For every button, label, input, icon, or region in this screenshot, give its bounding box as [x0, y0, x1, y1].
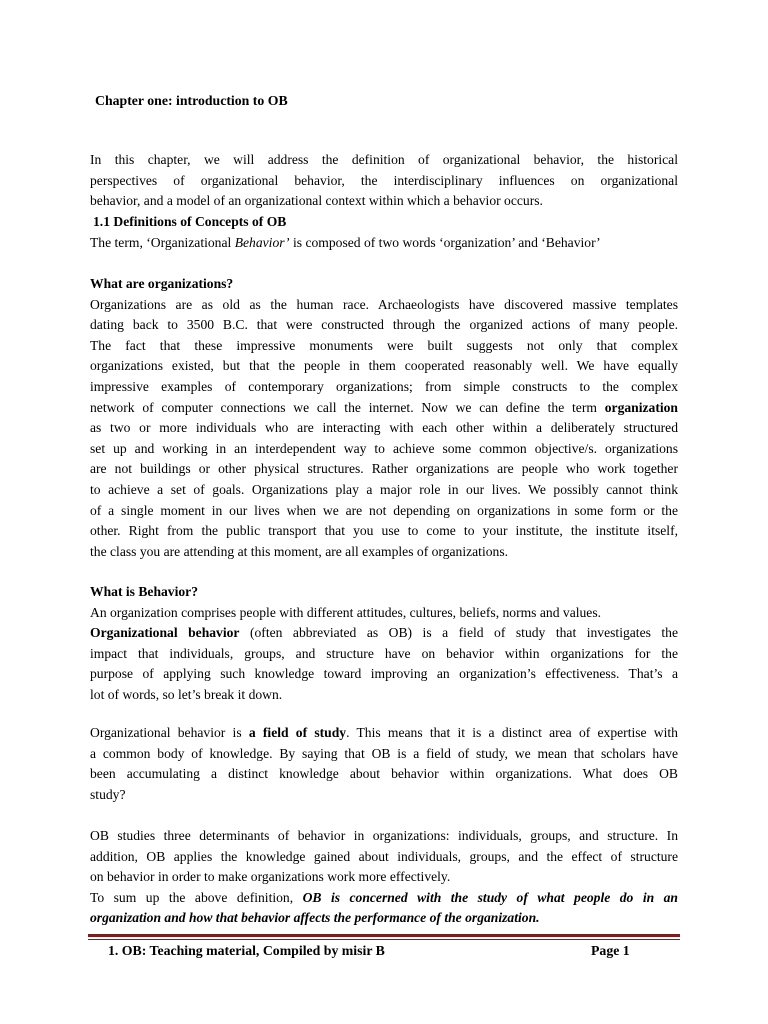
- paragraph-line: organizations existed, but that the people in them cooperated reasonably well. We have equally: [90, 358, 678, 374]
- intro-line: perspectives of organizational behavior, the interdisciplinary influences on organizational: [90, 172, 678, 188]
- paragraph-line: a common body of knowledge. By saying that OB is a field of study, we mean that scholars have: [90, 745, 678, 761]
- bold-term: organization: [604, 399, 678, 415]
- intro-line: behavior, and a model of an organizational context within which a behavior occurs.: [90, 193, 543, 209]
- bold-italic-text: OB is concerned with the study of what people do in an: [302, 889, 678, 905]
- paragraph-line: [90, 723, 678, 744]
- paragraph-line: are not buildings or other physical structures. Rather organizations are people who work together: [90, 461, 678, 477]
- bold-term: a field of study: [248, 725, 347, 740]
- intro-line: In this chapter, we will address the definition of organizational behavior, the historical: [90, 152, 678, 167]
- paragraph-line: An organization comprises people with different attitudes, cultures, beliefs, norms and values.: [90, 604, 602, 620]
- text: Organizational behavior is: [90, 725, 249, 740]
- bold-term: Organizational behavior: [90, 625, 240, 641]
- paragraph-line: the class you are attending at this moment, are all examples of organizations.: [90, 543, 509, 559]
- paragraph-line: Organizations are as old as the human race. Archaeologists have discovered massive templates: [90, 296, 678, 312]
- paragraph-line: of a single moment in our lives when we are not depending on organizations in some form or the: [90, 502, 678, 518]
- term-text: is composed of two words ‘organization’ and ‘Behavior’: [289, 234, 601, 250]
- term-line: [90, 233, 678, 254]
- paragraph-line: on behavior in order to make organizations work more effectively.: [90, 869, 451, 885]
- paragraph-line: lot of words, so let’s break it down.: [90, 686, 283, 702]
- text: network of computer connections we call the internet. Now we can define the term: [90, 399, 605, 415]
- intro-paragraph: [90, 150, 678, 212]
- paragraph-line: as two or more individuals who are interacting with each other within a deliberately structured: [90, 420, 678, 436]
- paragraph-line: [90, 888, 678, 909]
- paragraph-line: been accumulating a distinct knowledge about behavior within organizations. What does OB: [90, 766, 678, 782]
- section-1-1: [90, 212, 678, 253]
- footer-title: 1. OB: Teaching material, Compiled by misir B: [108, 943, 385, 958]
- paragraph-line: study?: [90, 786, 126, 802]
- text: To sum up the above definition,: [90, 889, 303, 905]
- paragraph-line: dating back to 3500 B.C. that were constructed through the organized actions of many people.: [90, 317, 678, 333]
- what-is-behavior-section: [90, 582, 678, 706]
- paragraph-line: addition, OB applies the knowledge gained about individuals, groups, and the effect of structure: [90, 848, 678, 864]
- text: . This means that it is a distinct area of expertise with: [346, 725, 678, 740]
- paragraph-line: other. Right from the public transport that you use to come to your institute, the institute itself,: [90, 523, 678, 539]
- paragraph-line: set up and working in an interdependent way to achieve some common objective/s. organizations: [90, 440, 678, 456]
- paragraph-line: [90, 623, 678, 644]
- field-of-study-paragraph: [90, 723, 678, 805]
- paragraph-line: [90, 908, 678, 929]
- chapter-title: Chapter one: introduction to OB: [95, 93, 288, 108]
- paragraph-line: to achieve a set of goals. Organizations play a major role in our lives. We possibly cannot think: [90, 481, 678, 497]
- paragraph-line: impact that individuals, groups, and structure have on behavior within organizations for the: [90, 645, 678, 661]
- paragraph-line: purpose of applying such knowledge toward improving an organization’s effectiveness. That’s a: [90, 666, 678, 682]
- page-number: Page 1: [591, 943, 630, 958]
- footer-rule-thin: [88, 939, 680, 940]
- what-are-organizations-section: [90, 274, 678, 562]
- section-heading: 1.1 Definitions of Concepts of OB: [93, 214, 287, 229]
- paragraph-line: OB studies three determinants of behavior in organizations: individuals, groups, and structure. In: [90, 828, 678, 843]
- section-heading: What are organizations?: [90, 276, 234, 291]
- bold-italic-text: organization and how that behavior affects the performance of the organization.: [90, 910, 540, 926]
- paragraph-line: impressive examples of contemporary organizations; from simple constructs to the complex: [90, 378, 678, 394]
- footer-rule: [88, 934, 680, 937]
- paragraph-line: The fact that these impressive monuments were built suggests not only that complex: [90, 337, 678, 353]
- term-text: The term, ‘Organizational: [90, 234, 235, 250]
- text: (often abbreviated as OB) is a field of study that investigates the: [239, 625, 679, 641]
- paragraph-line: [90, 398, 678, 419]
- term-italic: Behavior’: [234, 234, 290, 250]
- determinants-paragraph: [90, 826, 678, 929]
- section-heading: What is Behavior?: [90, 584, 198, 599]
